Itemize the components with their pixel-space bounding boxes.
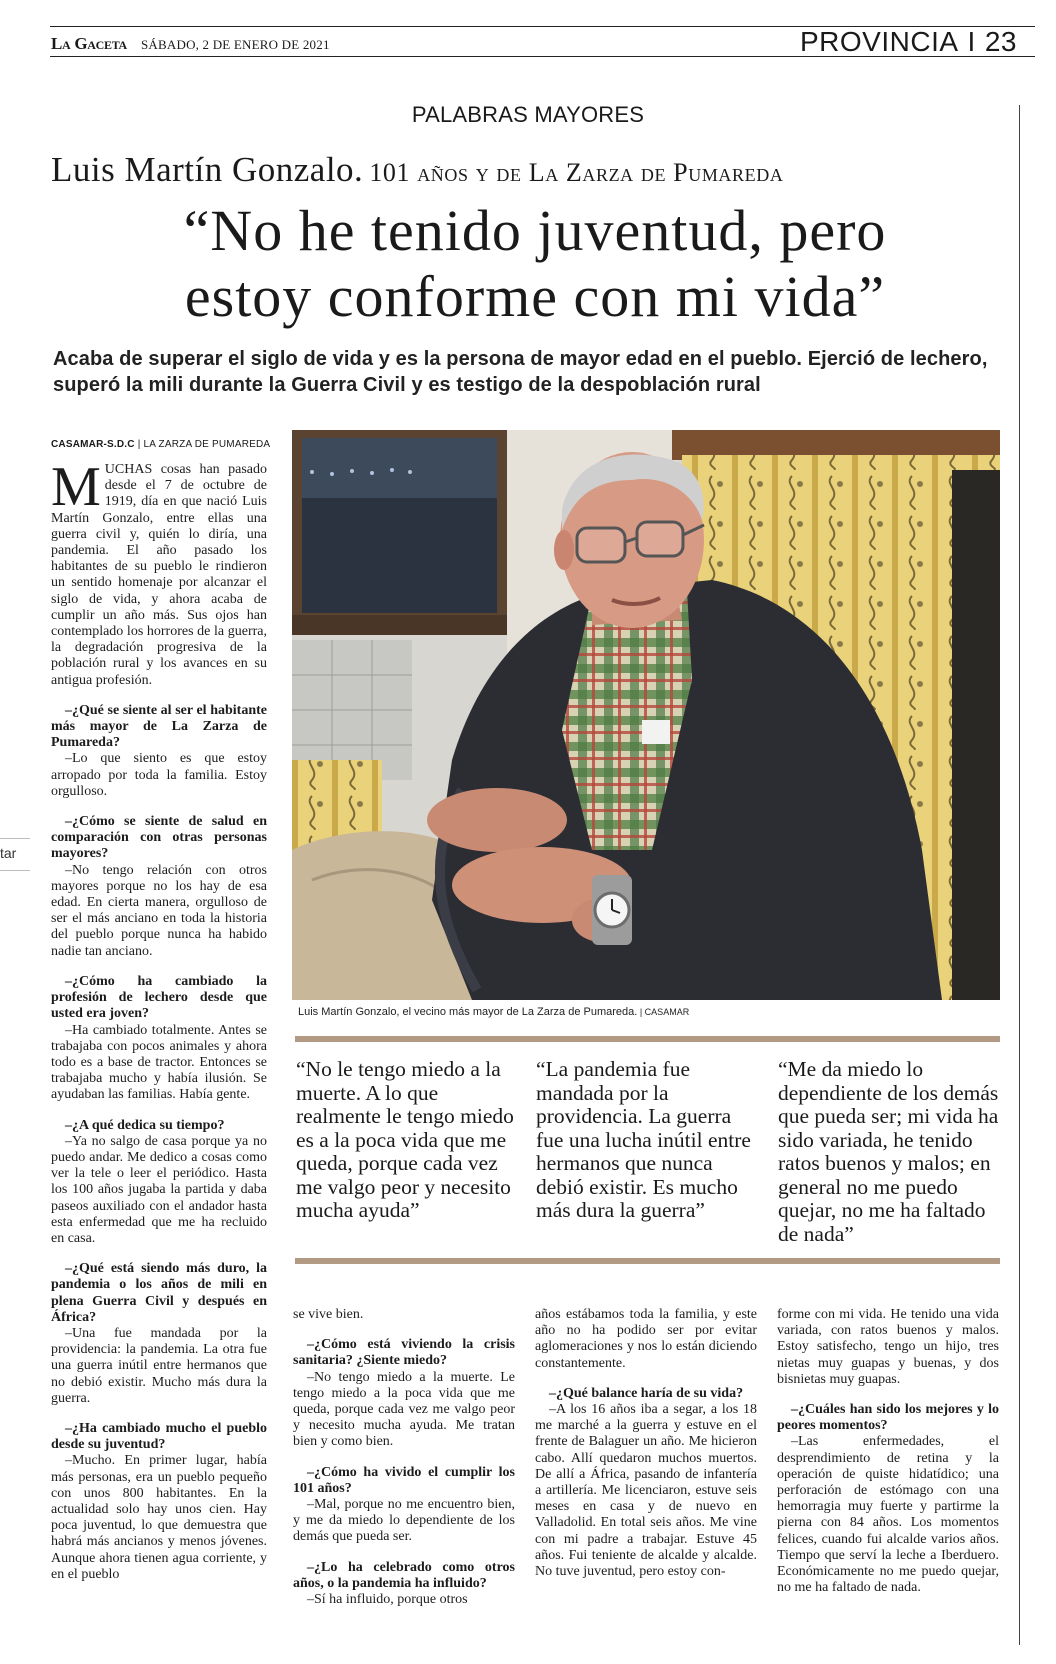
article-column-3	[535, 1307, 757, 1580]
pullquote-3: “Me da miedo lo dependiente de los demás que pueda ser; mi vida ha sido variada, he tenido ratos buenos y malos; en general no me puedo quejar, no me ha faltado de nada”	[778, 1057, 999, 1246]
article-column-2	[293, 1307, 515, 1608]
article-intro	[51, 456, 267, 689]
section-label	[800, 26, 1017, 58]
byline-author: CASAMAR-S.D.C	[51, 439, 135, 450]
deck: Acaba de superar el siglo de vida y es la persona de mayor edad en el pueblo. Ejerció de lechero, superó la mili durante la Guerra Civil y es testigo de la despoblación rural	[53, 348, 988, 396]
portrait-photo	[292, 430, 1000, 1000]
answer: –Una fue mandada por la providencia: la pandemia. La otra fue una guerra inútil entre hermanos que no debió existir. Mucho más dura la guerra.	[51, 1325, 267, 1406]
article-column-4	[777, 1307, 999, 1596]
continued-text: se vive bien.	[293, 1307, 364, 1322]
continued-text: forme con mi vida. He tenido una vida variada, con ratos buenos y malos. Estoy satisfecho, tengo un hijo, tres nietas muy guapas y buenas, y dos bisnietas muy guapas.	[777, 1307, 999, 1387]
answer: –Mal, porque no me encuentro bien, y me da miedo lo dependiente de los demás que pueda ser.	[293, 1497, 515, 1545]
left-stub-line-top	[0, 838, 30, 839]
section-name: PROVINCIA	[800, 26, 959, 57]
caption-credit: | CASAMAR	[637, 1007, 690, 1017]
question: –¿Cómo está viviendo la crisis sanitaria? ¿Siente miedo?	[293, 1337, 515, 1369]
left-stub-line-bottom	[0, 870, 30, 871]
subject-name: Luis Martín Gonzalo.	[51, 150, 364, 189]
dropcap: M	[51, 456, 101, 518]
byline	[51, 439, 270, 450]
right-margin-rule	[1019, 105, 1020, 1645]
kicker: PALABRAS MAYORES	[411, 102, 645, 127]
article-column-1	[51, 456, 267, 1583]
photo-illustration	[292, 430, 1000, 1000]
question: –¿Cómo ha vivido el cumplir los 101 años?	[293, 1464, 515, 1496]
page-number: 23	[984, 26, 1017, 57]
question: –¿Qué está siendo más duro, la pandemia o los años de mili en plena Guerra Civil y después en África?	[51, 1261, 267, 1325]
pullquote-1: “No le tengo miedo a la muerte. A lo que realmente le tengo miedo es a la poca vida que me queda, porque cada vez me valgo peor y necesito mucha ayuda”	[296, 1057, 514, 1222]
pullquote-bottom-rule	[295, 1258, 1000, 1264]
question: –¿Ha cambiado mucho el pueblo desde su juventud?	[51, 1420, 267, 1453]
question: –¿Lo ha celebrado como otros años, o la pandemia ha influido?	[293, 1559, 515, 1591]
pullquote-top-rule	[295, 1036, 1000, 1042]
answer: –A los 16 años iba a segar, a los 18 me marché a la guerra y estuve en el frente de Balaguer un año. Me hicieron cabo. Allí quedaron muchos muertos. De allí a África, pasando de infantería a artillería. Me licenciaron, estuve seis meses en casa y de nuevo en Valladolid. En total seis años. Me vine con mi padre a trabajar. Estuve 45 años. Fui teniente de alcalde y alcalde. No tuve juventud, pero estoy con-	[535, 1402, 757, 1580]
question: –¿Qué balance haría de su vida?	[549, 1385, 744, 1401]
question: –¿Cómo ha cambiado la profesión de lechero desde que usted era joven?	[51, 973, 267, 1022]
answer: –Mucho. En primer lugar, había más personas, era un pueblo pequeño con unos 800 habitantes. En la actualidad solo hay unos cien. Hay poca juventud, lo que demuestra que habrá más ancianos y menos jóvenes. Aunque ahora tienen agua corriente, y en el pueblo	[51, 1453, 267, 1582]
pullquote-2: “La pandemia fue mandada por la providencia. La guerra fue una lucha inútil entre hermanos que nunca debió existir. Es mucho más dura la guerra”	[536, 1057, 751, 1222]
caption-text: Luis Martín Gonzalo, el vecino más mayor de La Zarza de Pumareda.	[298, 1006, 638, 1018]
headline-line-1: “No he tenido juventud, pero	[183, 198, 887, 263]
byline-place: LA ZARZA DE PUMAREDA	[143, 439, 271, 450]
question: –¿Cuáles han sido los mejores y lo peores momentos?	[777, 1402, 999, 1434]
answer: –Las enfermedades, el desprendimiento de retina y la operación de quiste hidatídico; una perforación de estómago con una hemorragia muy fuerte y partirme la pierna con 84 años. Los momentos felices, cuando fui alcalde varios años. Tiempo que serví la leche a Iberduero. Económicamente no me puedo quejar, no me ha faltado de nada.	[777, 1434, 999, 1596]
headline	[40, 198, 1030, 330]
answer: –Lo que siento es que estoy arropado por toda la familia. Estoy orgulloso.	[51, 751, 267, 799]
subject-line	[51, 150, 783, 190]
intro-text: UCHAS cosas han pasado desde el 7 de octubre de 1919, día en que nació Luis Martín Gonzalo, entre ellas una guerra civil y, quién lo diría, una pandemia. El año pasado los habitantes de su pueblo le rindieron un sentido homenaje por alcanzar el siglo de vida, y ahora acaba de cumplir un año más. Sus ojos han contemplado los horrores de la guerra, la degradación progresiva de la población rural y los avances en su antigua profesión.	[51, 462, 267, 688]
headline-line-2: estoy conforme con mi vida”	[184, 264, 886, 329]
byline-sep: |	[134, 439, 144, 450]
section-separator: I	[967, 26, 976, 57]
continued-text: años estábamos toda la familia, y este año no ha podido ser por evitar aglomeraciones y nos lo están diciendo constantemente.	[535, 1307, 757, 1371]
answer: –Sí ha influido, porque otros	[307, 1592, 468, 1608]
subject-info: 101 años y de La Zarza de Pumareda	[369, 158, 784, 187]
question: –¿Qué se siente al ser el habitante más mayor de La Zarza de Pumareda?	[51, 702, 267, 751]
newspaper-brand: La Gaceta	[51, 34, 127, 53]
answer: –Ha cambiado totalmente. Antes se trabajaba con pocos animales y ahora todo es a base de tractor. Entonces se trabajaba mucho y había ilusión. Se ayudaban las familias. Había gente.	[51, 1022, 267, 1103]
answer: –Ya no salgo de casa porque ya no puedo andar. Me dedico a cosas como ver la tele o leer el periódico. Hasta los 100 años jugaba la partida y daba paseos auxiliado con el andador hasta esta enfermedad que me ha recluido en casa.	[51, 1133, 267, 1246]
answer: –No tengo relación con otros mayores porque no los hay de esa edad. En cierta manera, orgulloso de ser el más anciano en toda la historia del pueblo porque nunca ha habido nadie tan anciano.	[51, 862, 267, 959]
answer: –No tengo miedo a la muerte. Le tengo miedo a la poca vida que me queda, porque cada vez me valgo peor y necesito mucha ayuda. Me tratan bien y como bien.	[293, 1369, 515, 1450]
photo-caption	[298, 1006, 689, 1018]
left-stub-text: tar	[0, 845, 17, 861]
question: –¿Cómo se siente de salud en comparación con otras personas mayores?	[51, 814, 267, 862]
issue-date: SÁBADO, 2 DE ENERO DE 2021	[141, 37, 330, 52]
question: –¿A qué dedica su tiempo?	[65, 1117, 225, 1133]
